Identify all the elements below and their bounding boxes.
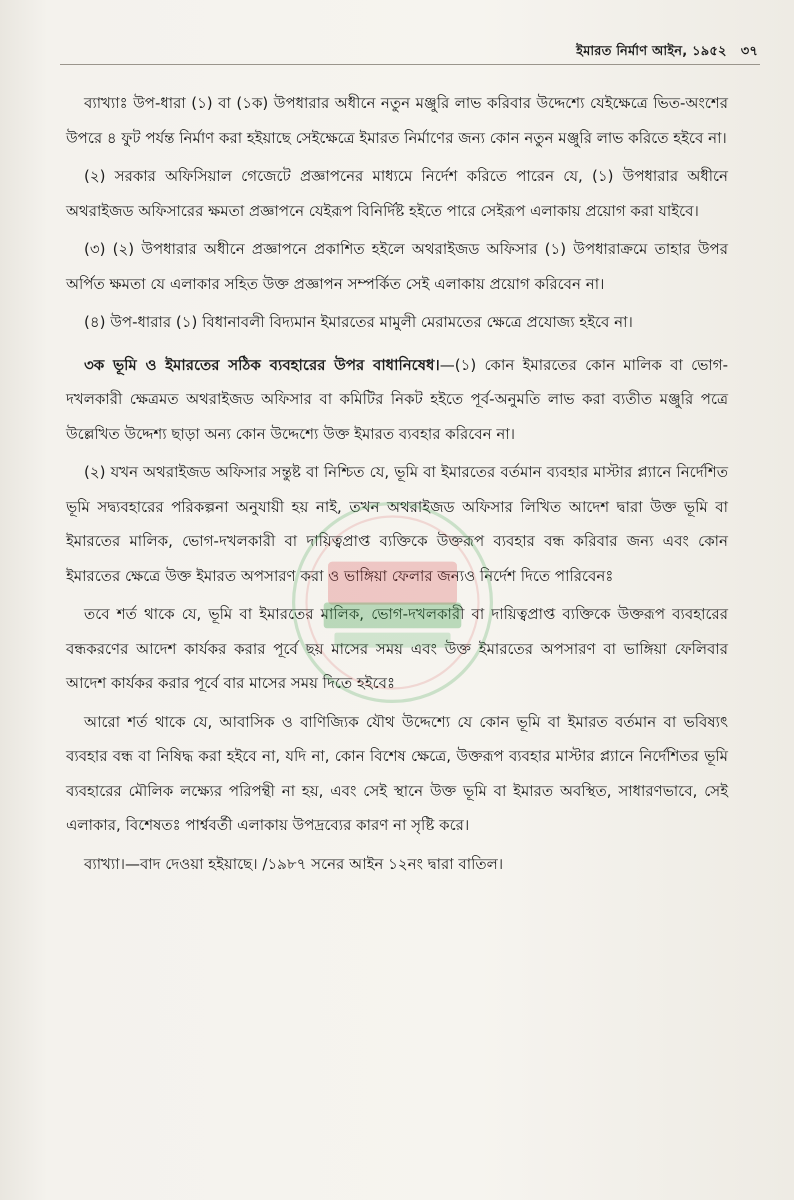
- paragraph: (২) সরকার অফিসিয়াল গেজেটে প্রজ্ঞাপনের মাধ্যমে নির্দেশ করিতে পারেন যে, (১) উপধারার অধীনে অথরাইজড অফিসারের ক্ষমতা প্রজ্ঞাপনে যেইরূপ বিনির্দিষ্ট হইতে পারে সেইরূপ এলাকায় প্রয়োগ করা যাইবে।: [66, 167, 728, 220]
- paragraph: (৩) (২) উপধারার অধীনে প্রজ্ঞাপনে প্রকাশিত হইলে অথরাইজড অফিসার (১) উপধারাক্রমে তাহার উপর অর্পিত ক্ষমতা যে এলাকার সহিত উক্ত প্রজ্ঞাপন সম্পর্কিত সেই এলাকায় প্রয়োগ করিবেন না।: [66, 240, 728, 293]
- paragraph: আরো শর্ত থাকে যে, আবাসিক ও বাণিজ্যিক যৌথ উদ্দেশ্যে যে কোন ভূমি বা ইমারত বর্তমান বা ভবিষ্যৎ ব্যবহার বন্ধ বা নিষিদ্ধ করা হইবে না, যদি না, কোন বিশেষ ক্ষেত্রে, উক্তরূপ ব্যবহার মাস্টার প্ল্যানে নির্দেশিতর ভূমি ব্যবহারের মৌলিক লক্ষ্যের পরিপন্থী না হয়, এবং সেই স্থানে উক্ত ভূমি বা ইমারত অবস্থিত, সাধারণভাবে, সেই এলাকার, বিশেষতঃ পার্শ্ববর্তী এলাকায় উপদ্রব্যের কারণ না সৃষ্টি করে।: [66, 712, 728, 834]
- section-text: —(১) কোন ইমারতের কোন মালিক বা ভোগ-দখলকারী ক্ষেত্রমত অথরাইজড অফিসার বা কমিটির নিকট হইতে পূর্ব-অনুমতি লাভ করা ব্যতীত মঞ্জুরি পত্রে উল্লেখিত উদ্দেশ্য ছাড়া অন্য কোন উদ্দেশ্যে উক্ত ইমারত ব্যবহার করিবেন না।: [66, 355, 728, 443]
- section-heading: ৩ক ভূমি ও ইমারতের সঠিক ব্যবহারের উপর বাধানিষেধ।: [84, 355, 440, 374]
- paragraph: তবে শর্ত থাকে যে, ভূমি বা ইমারতের মালিক, ভোগ-দখলকারী বা দায়িত্বপ্রাপ্ত ব্যক্তিকে উক্তরূপ ব্যবহারের বন্ধকরণের আদেশ কার্যকর করার পূর্বে ছয় মাসের সময় এবং উক্ত ইমারতের অপসারণ বা ভাঙ্গিয়া ফেলিবার আদেশ কার্যকর করার পূর্বে বার মাসের সময় দিতে হইবেঃ: [66, 605, 728, 692]
- page-number: ৩৭: [740, 44, 758, 59]
- paragraph: (৪) উপ-ধারার (১) বিধানাবলী বিদ্যমান ইমারতের মামুলী মেরামতের ক্ষেত্রে প্রযোজ্য হইবে না।: [84, 313, 633, 331]
- header-divider: [60, 64, 760, 65]
- section-3a-paragraph: [66, 348, 728, 452]
- running-title: ইমারত নির্মাণ আইন, ১৯৫২: [576, 44, 727, 59]
- paragraph: ব্যাখ্যাঃ উপ-ধারা (১) বা (১ক) উপধারার অধীনে নতুন মঞ্জুরি লাভ করিবার উদ্দেশ্যে যেইক্ষেত্রে ভিত-অংশের উপরে ৪ ফুট পর্যন্ত নির্মাণ করা হইয়াছে সেইক্ষেত্রে ইমারত নির্মাণের জন্য কোন নতুন মঞ্জুরি লাভ করিতে হইবে না।: [66, 94, 728, 147]
- paragraph: ব্যাখ্যা।—বাদ দেওয়া হইয়াছে। /১৯৮৭ সনের আইন ১২নং দ্বারা বাতিল।: [84, 854, 504, 873]
- paragraph: (২) যখন অথরাইজড অফিসার সন্তুষ্ট বা নিশ্চিত যে, ভূমি বা ইমারতের বর্তমান ব্যবহার মাস্টার প্ল্যানে নির্দেশিত ভূমি সদ্ব্যবহারের পরিকল্পনা অনুযায়ী হয় নাই, তখন অথরাইজড অফিসার লিখিত আদেশ দ্বারা উক্ত ভূমি বা ইমারতের মালিক, ভোগ-দখলকারী বা দায়িত্বপ্রাপ্ত ব্যক্তিকে উক্তরূপ ব্যবহার বন্ধ করিবার জন্য এবং কোন ইমারতের ক্ষেত্রে উক্ত ইমারত অপসারণ করা ও ভাঙ্গিয়া ফেলার জন্যও নির্দেশ দিতে পারিবেনঃ: [66, 463, 728, 585]
- running-header: [576, 42, 758, 63]
- document-body: [66, 86, 728, 885]
